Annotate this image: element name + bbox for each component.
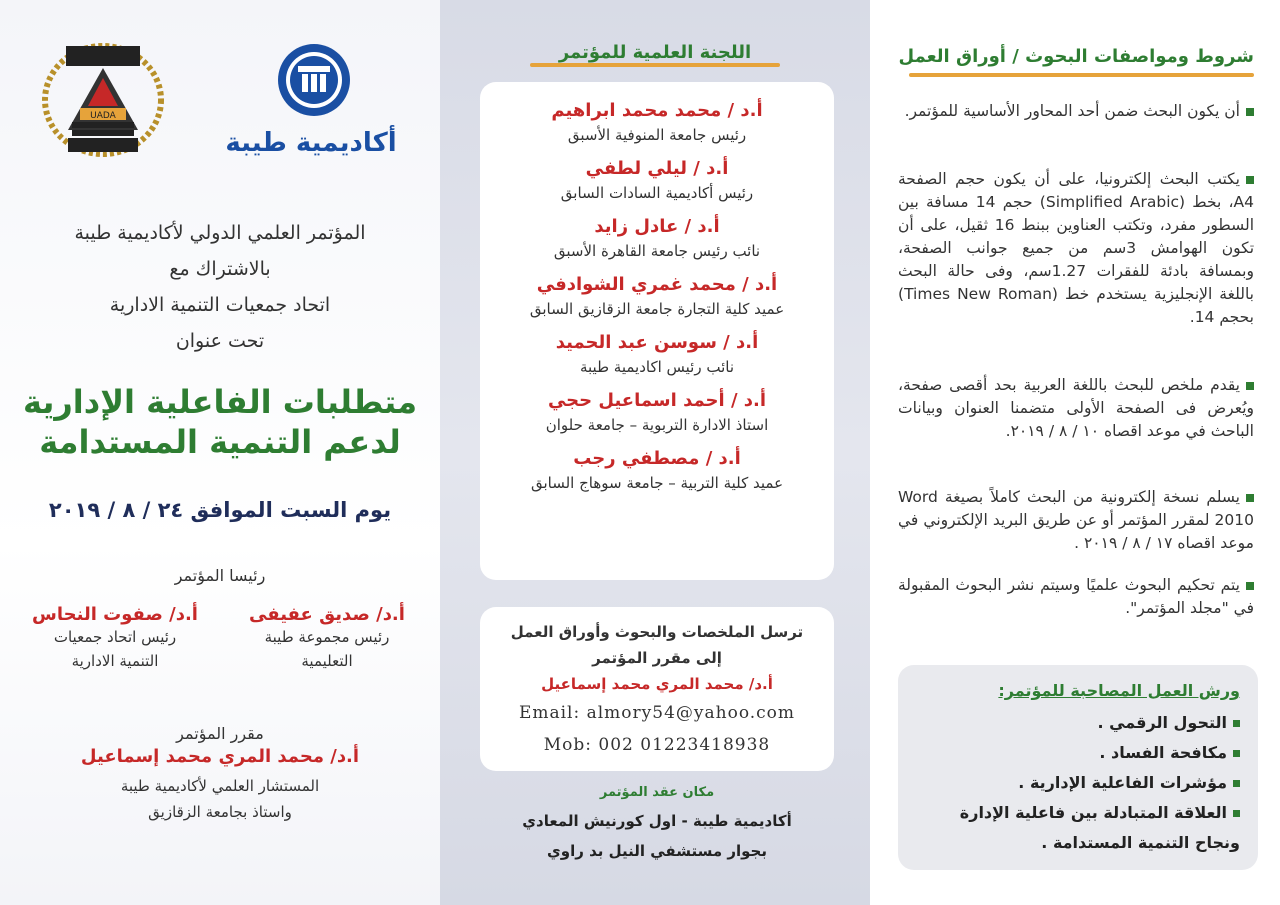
intro-line-2: بالاشتراك مع — [169, 258, 271, 280]
intro-line-3: اتحاد جمعيات التنمية الادارية — [109, 294, 331, 316]
chairs-label: رئيسا المؤتمر — [174, 566, 266, 585]
member-role: نائب رئيس جامعة القاهرة الأسبق — [553, 242, 761, 260]
condition-item — [898, 574, 1254, 620]
workshops-title: ورش العمل المصاحبة للمؤتمر: — [998, 681, 1240, 700]
committee-card — [480, 82, 834, 580]
conditions-heading-text: شروط ومواصفات البحوث / أوراق العمل — [898, 46, 1254, 67]
bullet-icon — [1233, 720, 1240, 727]
uada-logo-text: UADA — [90, 111, 116, 121]
member-role: عميد كلية التربية – جامعة سوهاج السابق — [530, 474, 784, 492]
member-name: أ.د / عادل زايد — [594, 216, 720, 237]
chair-1-name: أ.د/ صديق عفيفى — [249, 604, 405, 625]
venue-line-1: أكاديمية طيبة - اول كورنيش المعادي — [522, 812, 792, 830]
left-panel — [0, 0, 440, 905]
committee-member — [480, 214, 834, 262]
member-role: رئيس جامعة المنوفية الأسبق — [567, 126, 747, 144]
bullet-icon — [1233, 780, 1240, 787]
contact-card — [480, 607, 834, 771]
chair-2-name: أ.د/ صفوت النحاس — [32, 604, 198, 625]
taiba-logo-text: أكاديمية طيبة — [225, 128, 397, 158]
condition-item — [898, 168, 1254, 329]
rapporteur-role-2: واستاذ بجامعة الزقازيق — [148, 803, 292, 821]
venue-line-2: بجوار مستشفي النيل بد راوي — [547, 842, 767, 860]
chair-1-role-2: التعليمية — [301, 652, 353, 670]
heading-underline — [909, 73, 1254, 77]
workshop-item — [916, 768, 1240, 798]
intro-line-1: المؤتمر العلمي الدولي لأكاديمية طيبة — [74, 222, 366, 244]
workshop-text: مؤشرات الفاعلية الإدارية . — [1018, 773, 1227, 792]
committee-heading — [500, 42, 810, 63]
committee-heading-text: اللجنة العلمية للمؤتمر — [558, 42, 752, 63]
chair-1-role-1: رئيس مجموعة طيبة — [264, 628, 390, 646]
committee-member — [480, 446, 834, 494]
uada-logo — [38, 38, 168, 158]
contact-line-1: ترسل الملخصات والبحوث وأوراق العمل — [510, 623, 804, 641]
member-role: استاذ الادارة التربوية – جامعة حلوان — [545, 416, 769, 434]
bullet-icon — [1246, 582, 1254, 590]
bullet-icon — [1246, 176, 1254, 184]
member-name: أ.د / سوسن عبد الحميد — [555, 332, 759, 353]
member-role: نائب رئيس اكاديمية طيبة — [579, 358, 735, 376]
chair-2 — [20, 604, 210, 673]
heading-underline — [530, 63, 780, 67]
member-role: عميد كلية التجارة جامعة الزقازيق السابق — [529, 300, 785, 318]
workshop-item — [916, 708, 1240, 738]
conference-title-line-1: متطلبات الفاعلية الإدارية — [22, 383, 418, 421]
workshop-text: العلاقة المتبادلة بين فاعلية الإدارة ونجاح التنمية المستدامة . — [959, 803, 1240, 852]
conference-date: يوم السبت الموافق ٢٤ / ٨ / ٢٠١٩ — [48, 498, 392, 522]
middle-panel — [440, 0, 870, 905]
condition-text: يتم تحكيم البحوث علميًا وسيتم نشر البحوث المقبولة في "مجلد المؤتمر". — [898, 576, 1254, 617]
chair-2-role-1: رئيس اتحاد جمعيات — [53, 628, 177, 646]
venue-label: مكان عقد المؤتمر — [599, 785, 715, 800]
member-name: أ.د / أحمد اسماعيل حجي — [547, 390, 767, 411]
contact-name: أ.د/ محمد المري محمد إسماعيل — [541, 675, 773, 693]
condition-text: يكتب البحث إلكترونيا، على أن يكون حجم الصفحة A4، بخط (Simplified Arabic) حجم 14 مسافة بين السطور مفرد، وتكتب العناوين ببنط 16 ثقيل، على أن تكون الهوامش 3سم من جميع جوانب الصفحة، وبمسافة بادئة للفقرات 1.27سم، وفى حالة البحث باللغة الإنجليزية يستخدم خط (Times New Roman) بحجم 14. — [898, 170, 1255, 326]
committee-member — [480, 98, 834, 146]
bullet-icon — [1246, 382, 1254, 390]
member-role: رئيس أكاديمية السادات السابق — [560, 184, 754, 202]
member-name: أ.د / ليلي لطفي — [585, 158, 729, 179]
bullet-icon — [1246, 494, 1254, 502]
condition-text: يقدم ملخص للبحث باللغة العربية بحد أقصى صفحة، ويُعرض فى الصفحة الأولى متضمنا العنوان وبيانات الباحث في موعد اقصاه ١٠ / ٨ / ٢٠١٩. — [898, 376, 1254, 440]
condition-item — [898, 100, 1254, 123]
member-name: أ.د / مصطفي رجب — [573, 448, 741, 469]
workshop-item — [916, 798, 1240, 858]
chair-2-role-2: التنمية الادارية — [71, 652, 159, 670]
bullet-icon — [1233, 750, 1240, 757]
member-name: أ.د / محمد غمري الشوادفي — [536, 274, 778, 295]
intro-line-4: تحت عنوان — [175, 330, 265, 352]
conference-title-line-2: لدعم التنمية المستدامة — [39, 423, 401, 461]
member-name: أ.د / محمد محمد ابراهيم — [551, 100, 763, 121]
bullet-icon — [1246, 108, 1254, 116]
conditions-heading — [894, 46, 1254, 77]
condition-item — [898, 374, 1254, 443]
right-panel — [870, 0, 1280, 905]
workshop-text: التحول الرقمي . — [1097, 713, 1227, 732]
contact-mobile[interactable]: Mob: 002 01223418938 — [543, 735, 771, 755]
chair-1 — [232, 604, 422, 673]
committee-member — [480, 272, 834, 320]
condition-text: أن يكون البحث ضمن أحد المحاور الأساسية للمؤتمر. — [904, 102, 1240, 120]
committee-member — [480, 388, 834, 436]
bullet-icon — [1233, 810, 1240, 817]
workshop-item — [916, 738, 1240, 768]
committee-member — [480, 156, 834, 204]
rapporteur-name: أ.د/ محمد المري محمد إسماعيل — [80, 746, 360, 767]
workshops-box — [898, 665, 1258, 870]
contact-email[interactable]: Email: almory54@yahoo.com — [518, 703, 796, 723]
rapporteur-label: مقرر المؤتمر — [176, 724, 264, 743]
workshop-text: مكافحة الفساد . — [1099, 743, 1227, 762]
condition-text: يسلم نسخة إلكترونية من البحث كاملاً بصيغة Word 2010 لمقرر المؤتمر أو عن طريق البريد الإلكتروني في موعد اقصاه ١٧ / ٨ / ٢٠١٩ . — [898, 488, 1254, 552]
committee-member — [480, 330, 834, 378]
taiba-logo — [222, 40, 400, 165]
contact-line-2: إلى مقرر المؤتمر — [592, 649, 722, 667]
condition-item — [898, 486, 1254, 555]
rapporteur-role-1: المستشار العلمي لأكاديمية طيبة — [120, 777, 320, 795]
